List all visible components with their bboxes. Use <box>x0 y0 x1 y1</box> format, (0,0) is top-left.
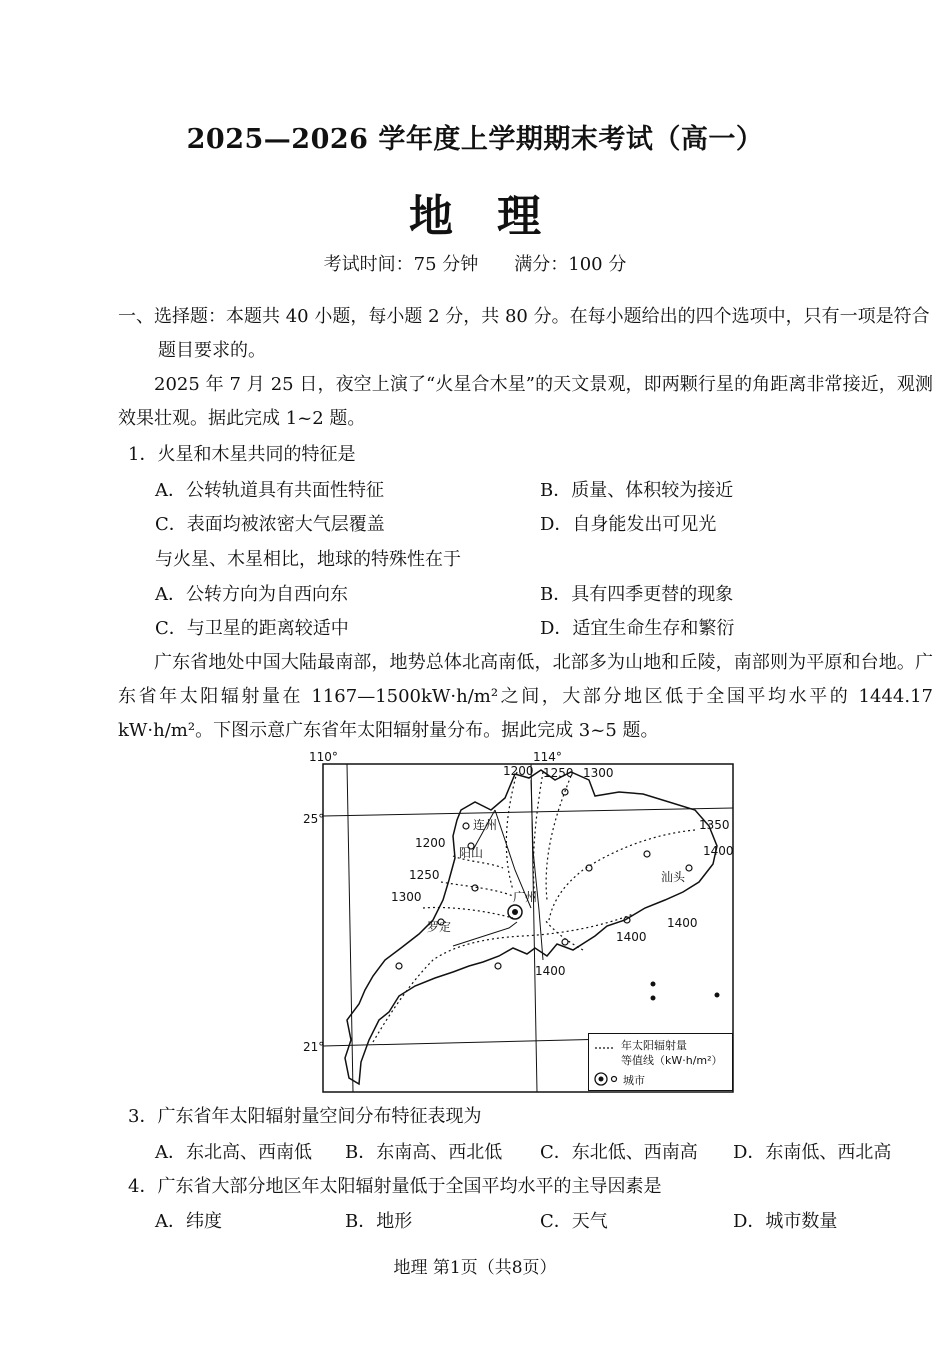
isoline-label: 1250 <box>543 766 574 780</box>
isoline-label: 1200 <box>415 836 446 850</box>
guangdong-radiation-map <box>303 750 743 1095</box>
full-score: 满分：100 分 <box>514 254 627 275</box>
q1-stem: 1．火星和木星共同的特征是 <box>128 444 356 465</box>
isoline-label: 1300 <box>583 766 614 780</box>
isoline-label: 1250 <box>409 868 440 882</box>
q1-option-b: B．质量、体积较为接近 <box>540 480 734 501</box>
q4-stem: 4．广东省大部分地区年太阳辐射量低于全国平均水平的主导因素是 <box>128 1176 662 1197</box>
q4-option-d: D．城市数量 <box>733 1211 838 1232</box>
q2-option-b: B．具有四季更替的现象 <box>540 584 734 605</box>
q1-option-a: A．公转轨道具有共面性特征 <box>155 480 384 501</box>
q2-option-a: A．公转方向为自西向东 <box>155 584 348 605</box>
section-heading: 一、选择题：本题共 40 小题，每小题 2 分，共 80 分。在每小题给出的四个选项中，只有一项是符合题目要求的。 <box>118 306 930 361</box>
q1-option-c: C．表面均被浓密大气层覆盖 <box>155 514 385 535</box>
page-footer: 地理 第1页（共8页） <box>393 1258 557 1278</box>
lon-114-label: 114° <box>533 750 562 764</box>
q2-option-c: C．与卫星的距离较适中 <box>155 618 349 639</box>
legend-isoline-label: 年太阳辐射量 <box>621 1039 687 1052</box>
city-label: 汕头 <box>661 870 686 884</box>
exam-time: 考试时间：75 分钟 <box>323 254 479 275</box>
passage-2: 广东省地处中国大陆最南部，地势总体北高南低，北部多为山地和丘陵，南部则为平原和台地。广东省年太阳辐射量在 1167—1500kW·h/m²之间，大部分地区低于全国平均水平的 1444.17 kW·h/m²。下图示意广东省年太阳辐射量分布。据此完成 3~5 题。 <box>118 652 933 741</box>
city-label: 罗定 <box>427 920 452 934</box>
q1-option-d: D．自身能发出可见光 <box>540 514 717 535</box>
q2-stem: 与火星、木星相比，地球的特殊性在于 <box>155 549 461 570</box>
isoline-label: 1400 <box>703 844 734 858</box>
map-legend <box>588 1033 733 1091</box>
q4-option-b: B．地形 <box>345 1211 413 1232</box>
isoline-label: 1400 <box>667 916 698 930</box>
q3-option-c: C．东北低、西南高 <box>540 1142 698 1163</box>
legend-city-label: 城市 <box>623 1074 645 1087</box>
q4-option-c: C．天气 <box>540 1211 608 1232</box>
isoline-label: 1400 <box>535 964 566 978</box>
isoline-label: 1350 <box>699 818 730 832</box>
q2-option-d: D．适宜生命生存和繁衍 <box>540 618 735 639</box>
city-label: 广州 <box>513 890 538 904</box>
q3-stem: 3．广东省年太阳辐射量空间分布特征表现为 <box>128 1106 482 1127</box>
exam-title: 2025—2026 学年度上学期期末考试（高一） <box>186 124 764 155</box>
q4-option-a: A．纬度 <box>155 1211 222 1232</box>
exam-meta <box>0 250 950 276</box>
city-label: 连州 <box>473 818 498 832</box>
legend-isoline-unit: 等值线（kW·h/m²） <box>621 1054 723 1067</box>
lat-21-label: 21° <box>303 1040 325 1054</box>
lat-25-label: 25° <box>303 812 325 826</box>
passage-1: 2025 年 7 月 25 日，夜空上演了“火星合木星”的天文景观，即两颗行星的角距离非常接近，观测效果壮观。据此完成 1~2 题。 <box>118 374 933 429</box>
q3-option-b: B．东南高、西北低 <box>345 1142 503 1163</box>
q3-option-a: A．东北高、西南低 <box>155 1142 312 1163</box>
city-label: 阳山 <box>459 846 484 860</box>
isoline-label: 1300 <box>391 890 422 904</box>
lon-110-label: 110° <box>309 750 338 764</box>
subject-title: 地理 <box>409 191 585 242</box>
isoline-label: 1400 <box>616 930 647 944</box>
isoline-label: 1200 <box>503 764 534 778</box>
q3-option-d: D．东南低、西北高 <box>733 1142 892 1163</box>
